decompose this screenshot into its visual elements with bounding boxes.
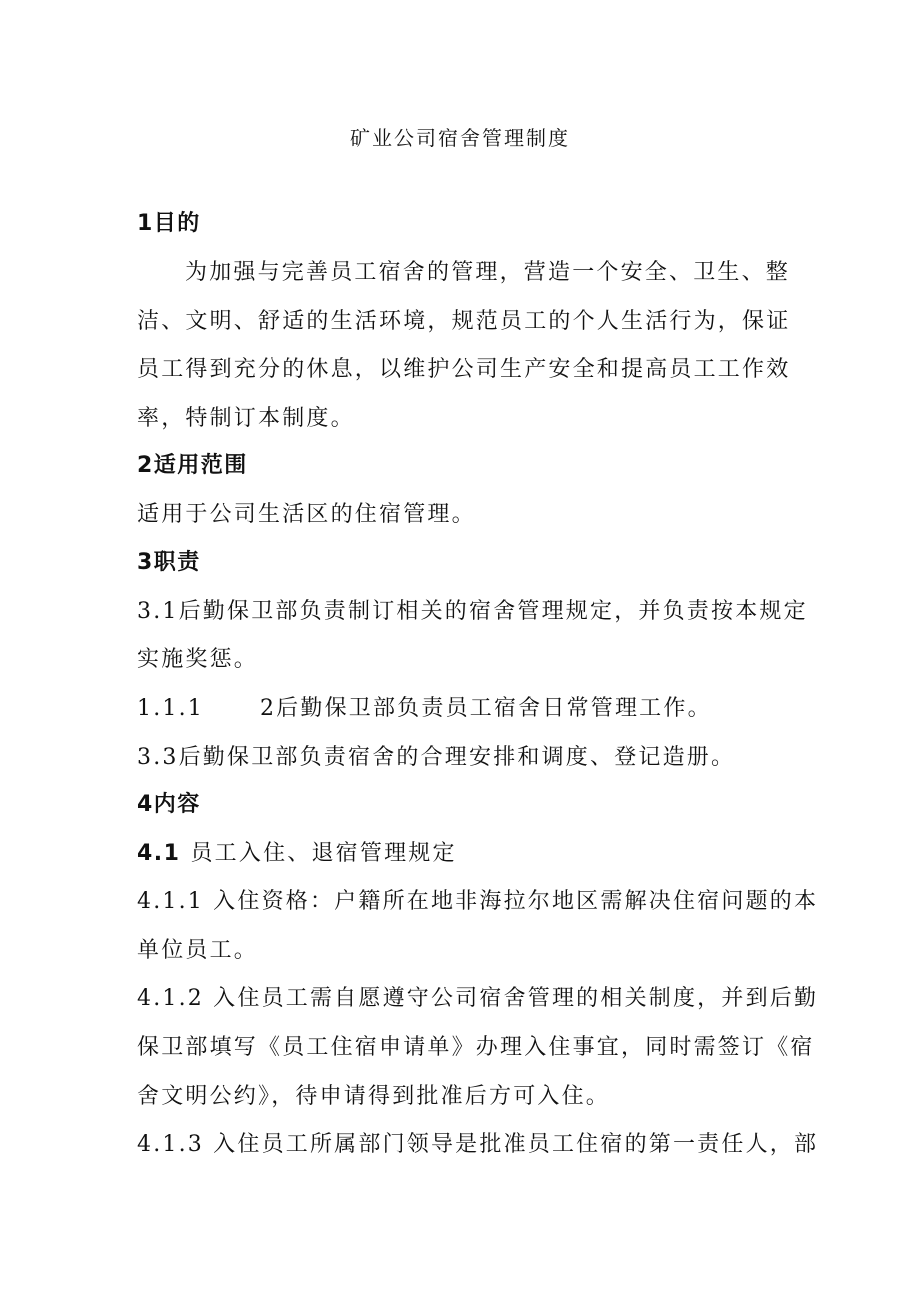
page-title: 矿业公司宿舍管理制度 bbox=[350, 126, 570, 150]
paragraph-line: 洁、文明、舒适的生活环境，规范员工的个人生活行为，保证 bbox=[137, 309, 791, 334]
paragraph-line: 舍文明公约》，待申请得到批准后方可入住。 bbox=[137, 1084, 611, 1109]
paragraph-line: 3.1后勤保卫部负责制订相关的宿舍管理规定，并负责按本规定 bbox=[137, 599, 808, 624]
paragraph-line: 保卫部填写《员工住宿申请单》办理入住事宜，同时需签订《宿 bbox=[137, 1035, 815, 1060]
item-text: 2后勤保卫部负责员工宿舍日常管理工作。 bbox=[259, 696, 712, 721]
section-heading-scope: 2适用范围 bbox=[137, 453, 248, 478]
section-heading-content: 4内容 bbox=[137, 792, 201, 817]
subsection-number: 4.1 bbox=[137, 841, 181, 866]
paragraph-line: 单位员工。 bbox=[137, 938, 259, 963]
list-item-numbered bbox=[137, 694, 712, 724]
section-heading-duties: 3职责 bbox=[137, 550, 201, 575]
subsection-heading bbox=[137, 839, 457, 869]
paragraph-line: 员工得到充分的休息，以维护公司生产安全和提高员工工作效 bbox=[137, 357, 791, 382]
paragraph-line: 率，特制订本制度。 bbox=[137, 406, 355, 431]
paragraph-line: 4.1.1 入住资格：户籍所在地非海拉尔地区需解决住宿问题的本 bbox=[137, 889, 819, 914]
paragraph-line: 实施奖惩。 bbox=[137, 647, 259, 672]
paragraph-line: 4.1.3 入住员工所属部门领导是批准员工住宿的第一责任人，部 bbox=[137, 1132, 819, 1157]
paragraph-line: 为加强与完善员工宿舍的管理，营造一个安全、卫生、整 bbox=[185, 260, 791, 285]
subsection-title: 员工入住、退宿管理规定 bbox=[190, 841, 457, 866]
paragraph-line: 3.3后勤保卫部负责宿舍的合理安排和调度、登记造册。 bbox=[137, 745, 736, 770]
paragraph-line: 4.1.2 入住员工需自愿遵守公司宿舍管理的相关制度，并到后勤 bbox=[137, 986, 819, 1011]
section-heading-purpose: 1目的 bbox=[137, 211, 201, 236]
paragraph-line: 适用于公司生活区的住宿管理。 bbox=[137, 502, 476, 527]
item-number: 1.1.1 bbox=[137, 696, 204, 721]
